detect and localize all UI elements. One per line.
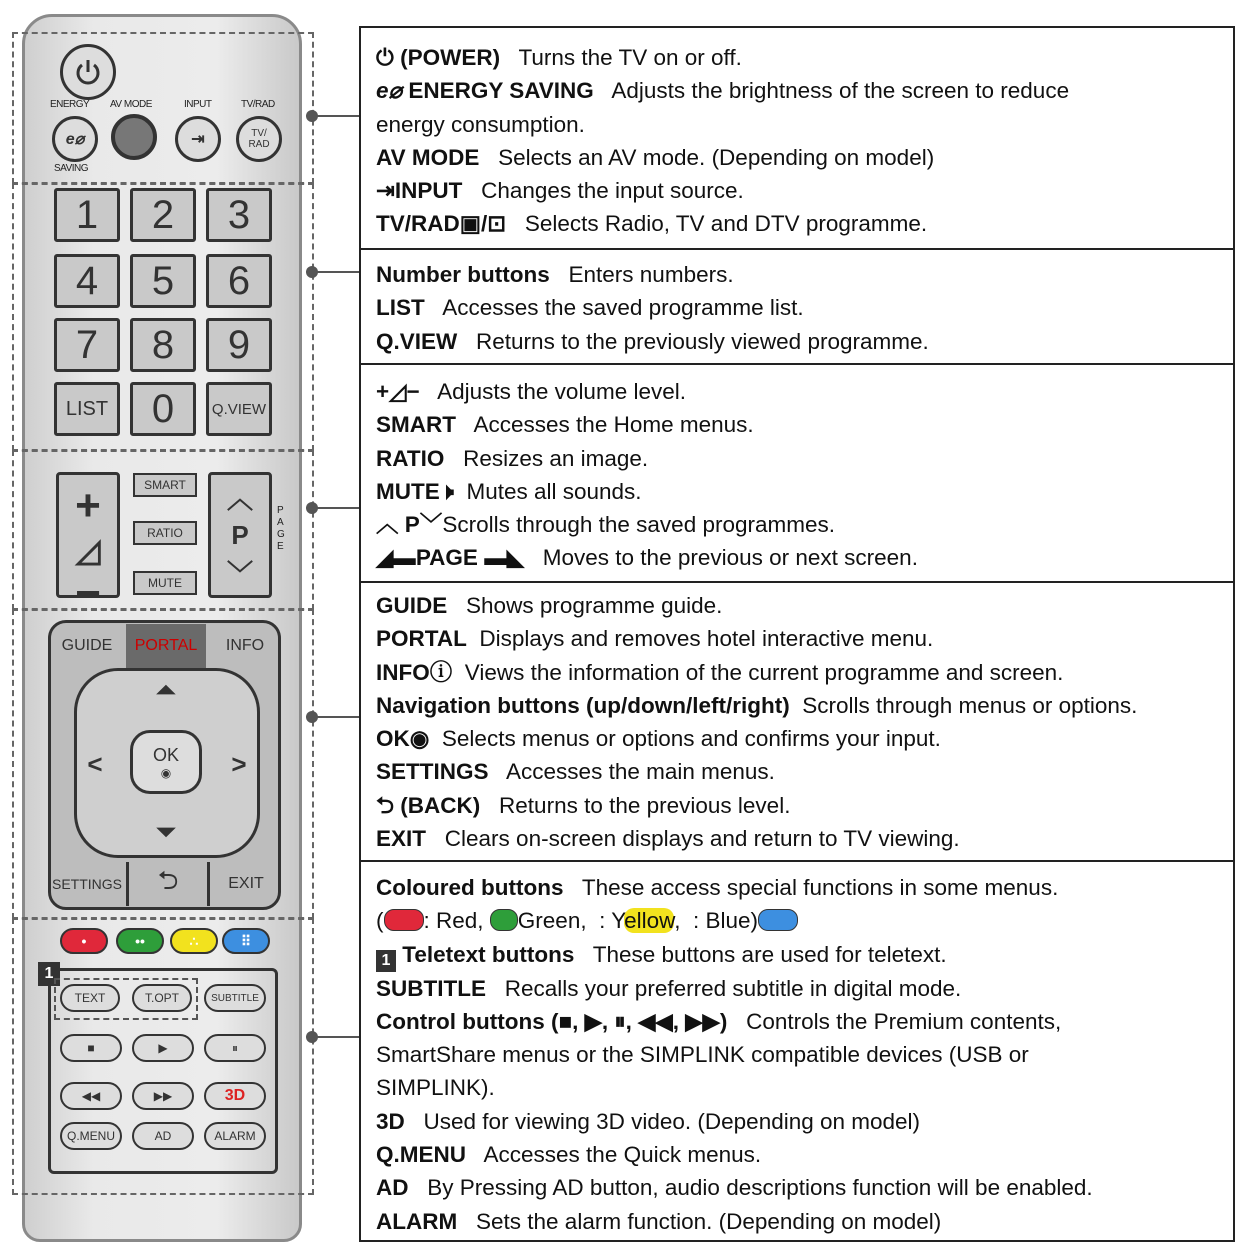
vol-desc: Adjusts the volume level. (437, 379, 686, 404)
panel-navigation (359, 581, 1235, 862)
list-desc: Accesses the saved programme list. (442, 295, 804, 321)
energy-saving-button[interactable]: e⌀ (52, 116, 98, 162)
ad-button[interactable]: AD (132, 1122, 194, 1150)
green-text: Green, (517, 908, 587, 934)
volume-rocker[interactable] (56, 472, 120, 618)
chevron-up-icon: ︿ (376, 512, 399, 538)
blue-button[interactable]: ⠿ (222, 928, 270, 954)
teletext-badge: 1 (376, 950, 396, 972)
number-2-button[interactable]: 2 (130, 188, 196, 242)
ratio-desc: Resizes an image. (463, 445, 649, 471)
av-key: AV MODE (376, 144, 480, 170)
number-0-button[interactable]: 0 (130, 382, 196, 436)
number-4-button[interactable]: 4 (54, 254, 120, 308)
page-key: PAGE (415, 545, 478, 571)
p-desc: Scrolls through the saved programmes. (442, 512, 835, 538)
info-key: INFO (376, 659, 430, 685)
num-desc: Enters numbers. (568, 262, 734, 287)
teletext-desc: These buttons are used for teletext. (592, 941, 947, 967)
fast-forward-button[interactable]: ▶▶ (132, 1082, 194, 1110)
av-mode-label: AV MODE (110, 99, 152, 110)
connector-line-2 (312, 271, 360, 273)
input-button[interactable]: ⇥ (175, 116, 221, 162)
power-button[interactable] (60, 44, 116, 100)
subtitle-key: SUBTITLE (376, 975, 486, 1001)
ok-key: OK (376, 726, 410, 752)
back-key: (BACK) (400, 792, 481, 818)
panel-colour-teletext: Coloured buttons These access special functions in some menus. ( : Red, Green, : Yellow, : Blue) 1 Teletext buttons These buttons are used for teletext. SUBTITLE Recalls your preferred subtitle in digital mode. Control buttons (■, ▶, ⏸, ◀◀, ▶▶) Controls the Premium contents, SmartShare menus or the SIMPLINK compatible devices (USB or SIMPLINK). 3D Used for viewing 3D video. (Depending on model) Q.MENU Accesses the Quick menus. AD By Pressing AD button, audio descriptions function will be enabled. ALARM Sets the alarm function. (Depending on model) (359, 860, 1235, 1242)
av-desc: Selects an AV mode. (Depending on model) (498, 144, 935, 170)
nav-key: Navigation buttons (up/down/left/right) (376, 692, 790, 718)
p-label: P (231, 519, 249, 550)
chevron-down-icon: ﹀ (226, 559, 253, 589)
power-icon: ⏻ (376, 45, 394, 70)
back-desc: Returns to the previous level. (499, 792, 791, 818)
blue-swatch (758, 909, 798, 931)
settings-button[interactable]: SETTINGS (52, 876, 123, 892)
ok-dot-icon: ◉ (160, 765, 172, 780)
saving-label: SAVING (54, 163, 89, 174)
volume-up-icon: + (75, 481, 101, 530)
qmenu-button[interactable]: Q.MENU (60, 1122, 122, 1150)
mute-button[interactable]: MUTE (133, 571, 197, 595)
av-mode-button[interactable] (111, 114, 157, 160)
portal-desc: Displays and removes hotel interactive menu. (479, 626, 934, 652)
page-desc: Moves to the previous or next screen. (542, 545, 918, 571)
number-8-button[interactable]: 8 (130, 318, 196, 372)
text-button[interactable]: TEXT (60, 984, 120, 1012)
number-7-button[interactable]: 7 (54, 318, 120, 372)
info-icon: ⓘ (429, 659, 453, 685)
exit-desc: Clears on-screen displays and return to TV viewing. (444, 826, 960, 852)
back-icon: ⮌ (376, 792, 395, 818)
number-3-button[interactable]: 3 (206, 188, 272, 242)
page-vertical-label: PAGE (277, 505, 285, 552)
yellow-text-pre: : Y (599, 908, 625, 934)
tv-rad-label: TV/RAD (241, 99, 275, 110)
blue-text: : Blue) (692, 908, 759, 934)
nav-up-button[interactable]: ⏶ (156, 677, 176, 704)
programme-rocker[interactable] (208, 472, 272, 598)
green-button[interactable]: •• (116, 928, 164, 954)
ok-button[interactable] (130, 730, 202, 794)
tvrad-desc: Selects Radio, TV and DTV programme. (524, 211, 928, 237)
subtitle-desc: Recalls your preferred subtitle in digital mode. (504, 975, 962, 1001)
subtitle-button[interactable]: SUBTITLE (204, 984, 266, 1012)
num-key: Number buttons (376, 262, 550, 287)
panel-power-input (359, 26, 1235, 250)
qview-key: Q.VIEW (376, 328, 458, 354)
ad-desc: By Pressing AD button, audio descriptions function will be enabled. (427, 1175, 1093, 1201)
volume-down-icon: − (75, 569, 101, 618)
nav-down-button[interactable]: ⏷ (156, 819, 176, 846)
page-down-icon: ▬◣ (484, 545, 524, 571)
guide-key: GUIDE (376, 593, 448, 618)
chevron-up-icon: ︿ (226, 484, 253, 514)
coloured-key: Coloured buttons (376, 875, 564, 900)
smart-key: SMART (376, 412, 456, 438)
control-desc: Controls the Premium contents, (746, 1008, 1062, 1034)
back-button[interactable]: ⮌ (126, 862, 210, 906)
number-9-button[interactable]: 9 (206, 318, 272, 372)
power-icon (73, 57, 103, 87)
volume-icon: ◿ (75, 532, 101, 568)
topt-button[interactable]: T.OPT (132, 984, 192, 1012)
input-key: INPUT (394, 178, 463, 204)
input-desc: Changes the input source. (481, 178, 744, 204)
tv-rad-button[interactable]: TV/ RAD (236, 116, 282, 162)
guide-button[interactable]: GUIDE (61, 637, 113, 654)
yellow-text-mid: ellow (624, 908, 675, 934)
chevron-down-icon: ﹀ (419, 512, 443, 538)
panel-numbers (359, 248, 1235, 365)
mute-desc: Mutes all sounds. (466, 478, 642, 504)
yellow-button[interactable]: ∴ (170, 928, 218, 954)
control-symbols: (■, ▶, ⏸, ◀◀, ▶▶) (550, 1008, 728, 1034)
info-button[interactable]: INFO (225, 637, 265, 654)
ok-dot-icon: ◉ (409, 726, 430, 752)
connector-line-4 (312, 716, 360, 718)
connector-line-1 (312, 115, 360, 117)
coloured-desc: These access special functions in some menus. (581, 875, 1059, 900)
input-icon: ⇥ (376, 178, 395, 204)
teletext-badge: 1 (38, 962, 60, 986)
input-label: INPUT (184, 99, 212, 110)
energy-desc: Adjusts the brightness of the screen to reduce (611, 78, 1070, 104)
list-key: LIST (376, 295, 425, 321)
nav-right-button[interactable]: > (231, 748, 247, 779)
energy-label: ENERGY (50, 99, 90, 110)
nav-desc: Scrolls through menus or options. (802, 692, 1138, 718)
mute-icon: 🕨 (439, 478, 454, 504)
alarm-button[interactable]: ALARM (204, 1122, 266, 1150)
nav-left-button[interactable]: < (87, 748, 103, 779)
list-button[interactable]: LIST (54, 382, 120, 436)
power-desc: Turns the TV on or off. (518, 45, 742, 70)
portal-button[interactable]: PORTAL (126, 624, 206, 668)
info-desc: Views the information of the current programme and screen. (464, 659, 1064, 685)
qmenu-key: Q.MENU (376, 1142, 466, 1168)
settings-desc: Accesses the main menus. (506, 759, 775, 785)
ratio-key: RATIO (376, 445, 445, 471)
play-button[interactable]: ▶ (132, 1034, 194, 1062)
teletext-key: Teletext buttons (402, 941, 575, 967)
qview-desc: Returns to the previously viewed programme. (476, 328, 929, 354)
connector-line-5 (312, 1036, 360, 1038)
threed-button[interactable]: 3D (204, 1082, 266, 1110)
connector-line-3 (312, 507, 360, 509)
volume-icon: +◿− (376, 379, 420, 404)
ok-label: OK (152, 744, 179, 765)
threed-key: 3D (376, 1108, 405, 1134)
ad-key: AD (376, 1175, 409, 1201)
red-button[interactable]: • (60, 928, 108, 954)
energy-desc-2: energy consumption. (376, 111, 585, 137)
qview-button[interactable]: Q.VIEW (206, 382, 272, 436)
exit-button[interactable]: EXIT (228, 875, 264, 892)
ratio-button[interactable]: RATIO (133, 521, 197, 545)
settings-key: SETTINGS (376, 759, 489, 785)
tvrad-key: TV/RAD (376, 211, 460, 237)
red-swatch (384, 909, 424, 931)
control-desc-2: SmartShare menus or the SIMPLINK compatible devices (USB or (376, 1042, 1029, 1068)
smart-button[interactable]: SMART (133, 473, 197, 497)
number-6-button[interactable]: 6 (206, 254, 272, 308)
alarm-desc: Sets the alarm function. (Depending on model) (476, 1208, 942, 1234)
mute-key: MUTE (376, 478, 440, 504)
green-swatch (490, 909, 518, 931)
control-desc-3: SIMPLINK). (376, 1075, 495, 1101)
panel-volume (359, 363, 1235, 583)
number-1-button[interactable]: 1 (54, 188, 120, 242)
p-key: P (404, 512, 420, 538)
control-key: Control buttons (376, 1008, 545, 1034)
energy-icon: e⌀ (376, 78, 403, 104)
qmenu-desc: Accesses the Quick menus. (483, 1142, 762, 1168)
smart-desc: Accesses the Home menus. (473, 412, 754, 438)
portal-key: PORTAL (376, 626, 467, 652)
alarm-key: ALARM (376, 1208, 458, 1234)
guide-desc: Shows programme guide. (466, 593, 723, 618)
tv-radio-icon: ▣/⊡ (459, 211, 507, 237)
page-up-icon: ◢▬ (376, 545, 416, 571)
number-5-button[interactable]: 5 (130, 254, 196, 308)
rewind-button[interactable]: ◀◀ (60, 1082, 122, 1110)
energy-key: ENERGY SAVING (408, 78, 594, 104)
threed-desc: Used for viewing 3D video. (Depending on model) (423, 1108, 921, 1134)
red-text: : Red, (423, 908, 484, 934)
yellow-text-post: , (674, 908, 681, 934)
pause-button[interactable]: ⏸ (204, 1034, 266, 1062)
exit-key: EXIT (376, 826, 427, 852)
power-key: (POWER) (400, 45, 501, 70)
stop-button[interactable]: ■ (60, 1034, 122, 1062)
ok-desc: Selects menus or options and confirms your input. (441, 726, 941, 752)
